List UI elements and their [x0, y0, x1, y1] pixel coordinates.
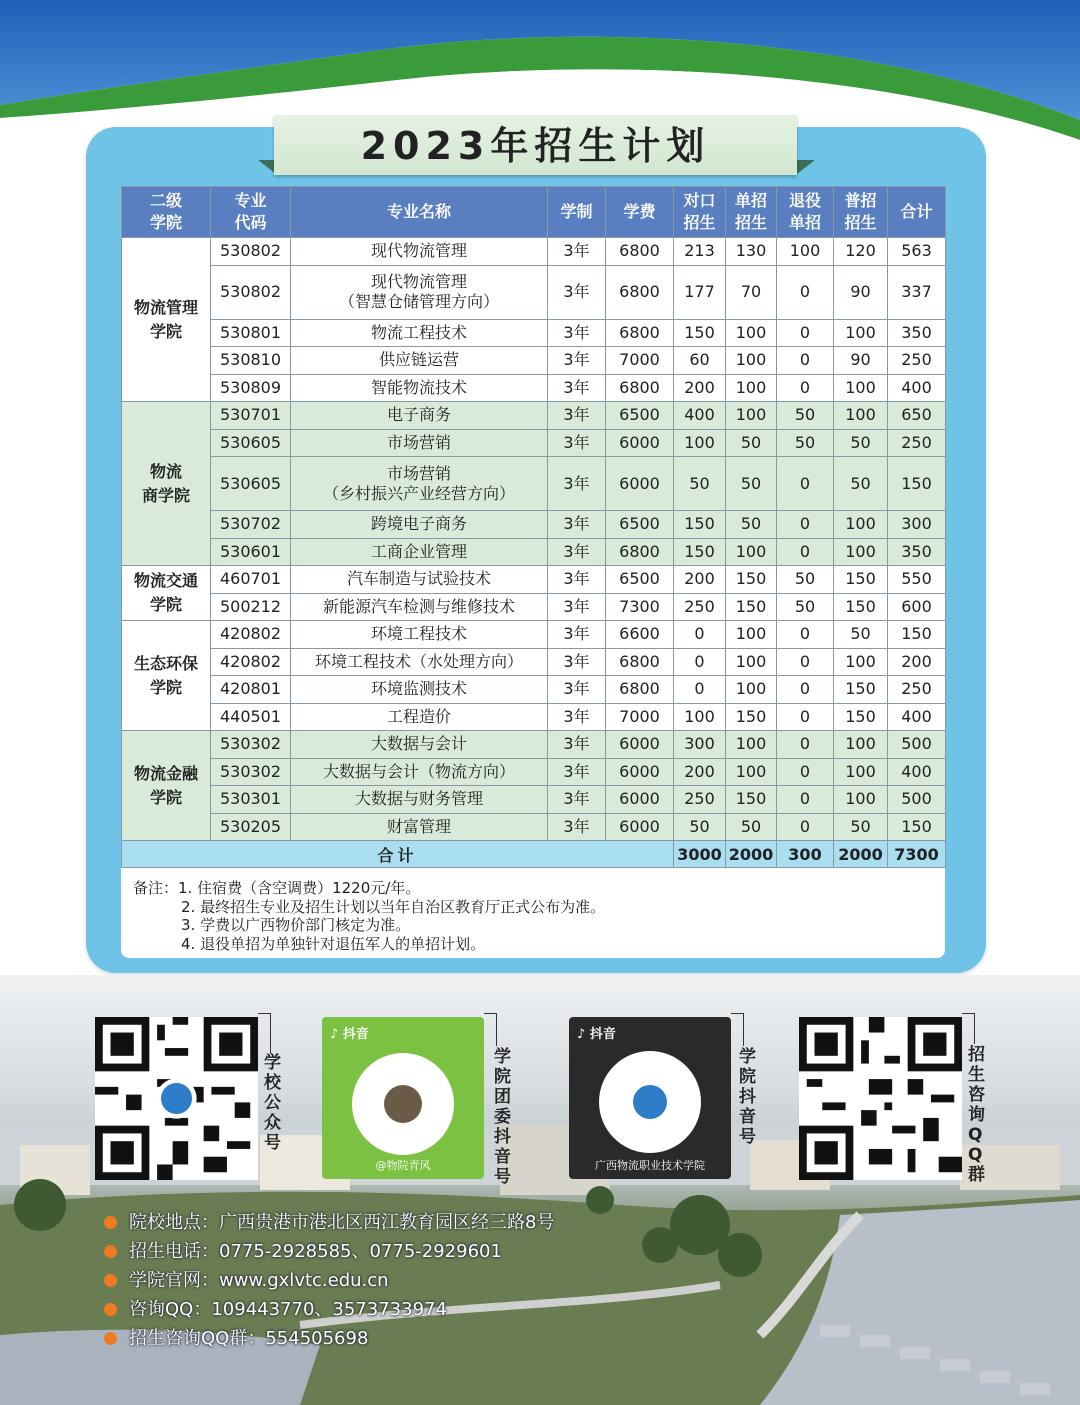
table-row: [122, 538, 946, 566]
total-cell: 500: [888, 731, 946, 759]
total-puzhao: 2000: [834, 841, 888, 868]
code-cell: 420801: [211, 676, 291, 704]
table-row: [122, 648, 946, 676]
danzhao-cell: 150: [726, 566, 777, 594]
code-cell: 530810: [211, 347, 291, 375]
duration-cell: 3年: [548, 786, 606, 814]
bullet-icon: [104, 1303, 117, 1316]
duration-cell: 3年: [548, 319, 606, 347]
duikou-cell: 0: [674, 676, 726, 704]
college-logo-icon: [633, 1085, 667, 1119]
college-cell: 物流金融 学院: [122, 731, 211, 841]
danzhao-cell: 150: [726, 703, 777, 731]
college-cell: 物流 商学院: [122, 402, 211, 566]
table-row: [122, 566, 946, 594]
bullet-icon: [104, 1216, 117, 1229]
total-cell: 600: [888, 593, 946, 621]
code-cell: 530302: [211, 758, 291, 786]
tuiyi-cell: 100: [777, 238, 834, 266]
puzhao-cell: 150: [834, 703, 888, 731]
table-row: [122, 457, 946, 511]
tuiyi-cell: 0: [777, 347, 834, 375]
puzhao-cell: 100: [834, 402, 888, 430]
duikou-cell: 250: [674, 593, 726, 621]
danzhao-cell: 50: [726, 457, 777, 511]
douyin-handle: @物院青风: [375, 1159, 431, 1172]
fee-cell: 6000: [606, 813, 674, 841]
tuiyi-cell: 0: [777, 648, 834, 676]
bullet-icon: [104, 1245, 117, 1258]
duikou-cell: 150: [674, 319, 726, 347]
college-cell: 生态环保 学院: [122, 621, 211, 731]
puzhao-cell: 100: [834, 374, 888, 402]
fee-cell: 6000: [606, 457, 674, 511]
major-name-cell: 电子商务: [291, 402, 548, 430]
total-cell: 300: [888, 511, 946, 539]
douyin-avatar: [384, 1085, 422, 1123]
college-douyin-card[interactable]: [569, 1017, 731, 1179]
code-cell: 440501: [211, 703, 291, 731]
totals-row: [122, 841, 946, 868]
tuiyi-cell: 0: [777, 538, 834, 566]
puzhao-cell: 120: [834, 238, 888, 266]
puzhao-cell: 50: [834, 457, 888, 511]
league-douyin-card[interactable]: [322, 1017, 484, 1179]
code-cell: 530301: [211, 786, 291, 814]
danzhao-cell: 100: [726, 347, 777, 375]
fee-cell: 6500: [606, 402, 674, 430]
duration-cell: 3年: [548, 511, 606, 539]
qr-label: 学院抖音号: [739, 1047, 756, 1147]
tuiyi-cell: 0: [777, 786, 834, 814]
fee-cell: 6500: [606, 511, 674, 539]
total-cell: 400: [888, 703, 946, 731]
qr-bracket: [484, 1013, 497, 1046]
note-item: 4. 退役单招为单独针对退伍军人的单招计划。: [181, 934, 486, 953]
contact-website[interactable]: 学院官网：www.gxlvtc.edu.cn: [104, 1266, 554, 1295]
puzhao-cell: 90: [834, 347, 888, 375]
total-cell: 250: [888, 347, 946, 375]
qr-bracket: [258, 1013, 271, 1054]
major-name-cell: 现代物流管理: [291, 238, 548, 266]
duikou-cell: 150: [674, 511, 726, 539]
douyin-icon: ♪: [577, 1027, 586, 1042]
fee-cell: 6800: [606, 265, 674, 319]
puzhao-cell: 100: [834, 511, 888, 539]
notes: [133, 879, 933, 953]
wechat-official-qr[interactable]: [95, 1017, 258, 1180]
college-cell: 物流管理 学院: [122, 238, 211, 402]
danzhao-cell: 150: [726, 786, 777, 814]
duration-cell: 3年: [548, 758, 606, 786]
contact-address: 院校地点：广西贵港市港北区西江教育园区经三路8号: [104, 1208, 554, 1237]
duikou-cell: 200: [674, 374, 726, 402]
note-item: 备注：1. 住宿费（含空调费）1220元/年。: [133, 879, 421, 897]
code-cell: 460701: [211, 566, 291, 594]
duration-cell: 3年: [548, 593, 606, 621]
tuiyi-cell: 0: [777, 731, 834, 759]
tuiyi-cell: 50: [777, 429, 834, 457]
major-name-cell: 环境工程技术: [291, 621, 548, 649]
total-cell: 350: [888, 319, 946, 347]
tuiyi-cell: 50: [777, 402, 834, 430]
major-name-cell: 供应链运营: [291, 347, 548, 375]
douyin-icon: ♪: [330, 1027, 339, 1042]
puzhao-cell: 50: [834, 621, 888, 649]
tuiyi-cell: 0: [777, 621, 834, 649]
code-cell: 420802: [211, 621, 291, 649]
duikou-cell: 400: [674, 402, 726, 430]
total-cell: 200: [888, 648, 946, 676]
header-major-name: 专业名称: [291, 187, 548, 238]
contact-qq: 咨询QQ：109443770、3573733974: [104, 1295, 554, 1324]
table-row: [122, 347, 946, 375]
code-cell: 500212: [211, 593, 291, 621]
tuiyi-cell: 50: [777, 593, 834, 621]
danzhao-cell: 50: [726, 511, 777, 539]
duration-cell: 3年: [548, 538, 606, 566]
qr-bracket: [962, 1013, 975, 1044]
total-cell: 400: [888, 758, 946, 786]
major-name-cell: 财富管理: [291, 813, 548, 841]
fee-cell: 6000: [606, 429, 674, 457]
duikou-cell: 200: [674, 566, 726, 594]
major-name-cell: 物流工程技术: [291, 319, 548, 347]
table-row: [122, 429, 946, 457]
qq-group-qr[interactable]: [799, 1017, 962, 1180]
danzhao-cell: 100: [726, 621, 777, 649]
duration-cell: 3年: [548, 731, 606, 759]
puzhao-cell: 150: [834, 676, 888, 704]
total-tuiyi: 300: [777, 841, 834, 868]
qr-bracket: [731, 1013, 744, 1046]
table-row: [122, 758, 946, 786]
duikou-cell: 177: [674, 265, 726, 319]
fee-cell: 6800: [606, 676, 674, 704]
tuiyi-cell: 0: [777, 813, 834, 841]
code-cell: 530802: [211, 265, 291, 319]
code-cell: 530605: [211, 429, 291, 457]
total-cell: 550: [888, 566, 946, 594]
danzhao-cell: 50: [726, 429, 777, 457]
duration-cell: 3年: [548, 566, 606, 594]
total-cell: 150: [888, 457, 946, 511]
header-total: 合计: [888, 187, 946, 238]
puzhao-cell: 100: [834, 538, 888, 566]
code-cell: 530801: [211, 319, 291, 347]
code-cell: 530605: [211, 457, 291, 511]
table-header-row: [122, 187, 946, 238]
fee-cell: 6600: [606, 621, 674, 649]
duikou-cell: 300: [674, 731, 726, 759]
duration-cell: 3年: [548, 457, 606, 511]
duikou-cell: 50: [674, 813, 726, 841]
total-cell: 250: [888, 429, 946, 457]
fee-cell: 6800: [606, 238, 674, 266]
code-cell: 530702: [211, 511, 291, 539]
duikou-cell: 50: [674, 457, 726, 511]
fee-cell: 6000: [606, 731, 674, 759]
danzhao-cell: 100: [726, 402, 777, 430]
duration-cell: 3年: [548, 238, 606, 266]
fee-cell: 6800: [606, 374, 674, 402]
code-cell: 530802: [211, 238, 291, 266]
fee-cell: 6800: [606, 648, 674, 676]
tuiyi-cell: 0: [777, 374, 834, 402]
danzhao-cell: 50: [726, 813, 777, 841]
tuiyi-cell: 50: [777, 566, 834, 594]
page-title: 2023年招生计划: [360, 124, 711, 168]
fee-cell: 7000: [606, 703, 674, 731]
contact-phone: 招生电话：0775-2928585、0775-2929601: [104, 1237, 554, 1266]
major-name-cell: 环境监测技术: [291, 676, 548, 704]
puzhao-cell: 100: [834, 731, 888, 759]
fee-cell: 6500: [606, 566, 674, 594]
fee-cell: 6000: [606, 758, 674, 786]
puzhao-cell: 100: [834, 786, 888, 814]
code-cell: 530701: [211, 402, 291, 430]
header-tuiyi: 退役 单招: [777, 187, 834, 238]
major-name-cell: 环境工程技术（水处理方向）: [291, 648, 548, 676]
header-fee: 学费: [606, 187, 674, 238]
table-row: [122, 402, 946, 430]
total-cell: 337: [888, 265, 946, 319]
duration-cell: 3年: [548, 621, 606, 649]
tuiyi-cell: 0: [777, 319, 834, 347]
puzhao-cell: 100: [834, 758, 888, 786]
total-grand: 7300: [888, 841, 946, 868]
duration-cell: 3年: [548, 676, 606, 704]
major-name-cell: 大数据与会计: [291, 731, 548, 759]
total-cell: 150: [888, 813, 946, 841]
duration-cell: 3年: [548, 347, 606, 375]
major-name-cell: 智能物流技术: [291, 374, 548, 402]
tuiyi-cell: 0: [777, 457, 834, 511]
major-name-cell: 工程造价: [291, 703, 548, 731]
major-name-cell: 工商企业管理: [291, 538, 548, 566]
danzhao-cell: 130: [726, 238, 777, 266]
tuiyi-cell: 0: [777, 703, 834, 731]
danzhao-cell: 100: [726, 648, 777, 676]
qr-label: 学院团委抖音号: [494, 1047, 511, 1187]
code-cell: 530205: [211, 813, 291, 841]
enrollment-plan-table: [121, 186, 946, 868]
qr-label: 招生咨询QQ群: [968, 1045, 985, 1185]
total-cell: 500: [888, 786, 946, 814]
danzhao-cell: 100: [726, 758, 777, 786]
college-cell: 物流交通 学院: [122, 566, 211, 621]
totals-label: 合计: [122, 841, 674, 868]
danzhao-cell: 100: [726, 319, 777, 347]
total-cell: 350: [888, 538, 946, 566]
fee-cell: 6000: [606, 786, 674, 814]
tuiyi-cell: 0: [777, 265, 834, 319]
table-row: [122, 319, 946, 347]
fee-cell: 7300: [606, 593, 674, 621]
duration-cell: 3年: [548, 429, 606, 457]
total-duikou: 3000: [674, 841, 726, 868]
contact-qq-group: 招生咨询QQ群：554505698: [104, 1324, 554, 1353]
header-puzhao: 普招 招生: [834, 187, 888, 238]
table-row: [122, 731, 946, 759]
duikou-cell: 0: [674, 648, 726, 676]
header-college: 二级 学院: [122, 187, 211, 238]
duikou-cell: 250: [674, 786, 726, 814]
major-name-cell: 市场营销: [291, 429, 548, 457]
bullet-icon: [104, 1274, 117, 1287]
duration-cell: 3年: [548, 265, 606, 319]
major-name-cell: 大数据与财务管理: [291, 786, 548, 814]
header-duikou: 对口 招生: [674, 187, 726, 238]
major-name-cell: 跨境电子商务: [291, 511, 548, 539]
note-item: 3. 学费以广西物价部门核定为准。: [181, 916, 411, 934]
puzhao-cell: 100: [834, 648, 888, 676]
table-row: [122, 813, 946, 841]
total-cell: 563: [888, 238, 946, 266]
fee-cell: 7000: [606, 347, 674, 375]
total-cell: 650: [888, 402, 946, 430]
code-cell: 420802: [211, 648, 291, 676]
table-row: [122, 703, 946, 731]
tuiyi-cell: 0: [777, 676, 834, 704]
total-cell: 250: [888, 676, 946, 704]
douyin-handle: 广西物流职业技术学院: [595, 1159, 705, 1172]
duikou-cell: 0: [674, 621, 726, 649]
duikou-cell: 100: [674, 703, 726, 731]
major-name-cell: 汽车制造与试验技术: [291, 566, 548, 594]
fee-cell: 6800: [606, 538, 674, 566]
tuiyi-cell: 0: [777, 511, 834, 539]
duikou-cell: 200: [674, 758, 726, 786]
duikou-cell: 100: [674, 429, 726, 457]
duikou-cell: 150: [674, 538, 726, 566]
duikou-cell: 60: [674, 347, 726, 375]
table-row: [122, 676, 946, 704]
qr-label: 学校公众号: [264, 1053, 281, 1153]
header-danzhao: 单招 招生: [726, 187, 777, 238]
code-cell: 530302: [211, 731, 291, 759]
puzhao-cell: 90: [834, 265, 888, 319]
major-name-cell: 市场营销 （乡村振兴产业经营方向）: [291, 457, 548, 511]
major-name-cell: 大数据与会计（物流方向）: [291, 758, 548, 786]
douyin-header: ♪ 抖音: [330, 1027, 369, 1042]
note-item: 2. 最终招生专业及招生计划以当年自治区教育厅正式公布为准。: [181, 897, 606, 916]
code-cell: 530601: [211, 538, 291, 566]
puzhao-cell: 100: [834, 319, 888, 347]
contact-info: [104, 1208, 554, 1353]
danzhao-cell: 70: [726, 265, 777, 319]
duration-cell: 3年: [548, 813, 606, 841]
duration-cell: 3年: [548, 402, 606, 430]
header-duration: 学制: [548, 187, 606, 238]
tuiyi-cell: 0: [777, 758, 834, 786]
header-major-code: 专业 代码: [211, 187, 291, 238]
table-row: [122, 265, 946, 319]
code-cell: 530809: [211, 374, 291, 402]
total-cell: 150: [888, 621, 946, 649]
danzhao-cell: 100: [726, 538, 777, 566]
danzhao-cell: 100: [726, 676, 777, 704]
duikou-cell: 213: [674, 238, 726, 266]
bullet-icon: [104, 1332, 117, 1345]
puzhao-cell: 50: [834, 429, 888, 457]
puzhao-cell: 150: [834, 593, 888, 621]
duration-cell: 3年: [548, 703, 606, 731]
table-row: [122, 511, 946, 539]
notes-prefix: 备注：: [133, 879, 179, 897]
puzhao-cell: 50: [834, 813, 888, 841]
table-row: [122, 238, 946, 266]
fee-cell: 6800: [606, 319, 674, 347]
puzhao-cell: 150: [834, 566, 888, 594]
danzhao-cell: 100: [726, 374, 777, 402]
table-row: [122, 374, 946, 402]
total-danzhao: 2000: [726, 841, 777, 868]
table-row: [122, 786, 946, 814]
ribbon-fold-right: [797, 160, 815, 174]
duration-cell: 3年: [548, 648, 606, 676]
table-row: [122, 621, 946, 649]
douyin-header: ♪ 抖音: [577, 1027, 616, 1042]
danzhao-cell: 150: [726, 593, 777, 621]
duration-cell: 3年: [548, 374, 606, 402]
total-cell: 400: [888, 374, 946, 402]
major-name-cell: 现代物流管理 （智慧仓储管理方向）: [291, 265, 548, 319]
table-row: [122, 593, 946, 621]
danzhao-cell: 100: [726, 731, 777, 759]
major-name-cell: 新能源汽车检测与维修技术: [291, 593, 548, 621]
